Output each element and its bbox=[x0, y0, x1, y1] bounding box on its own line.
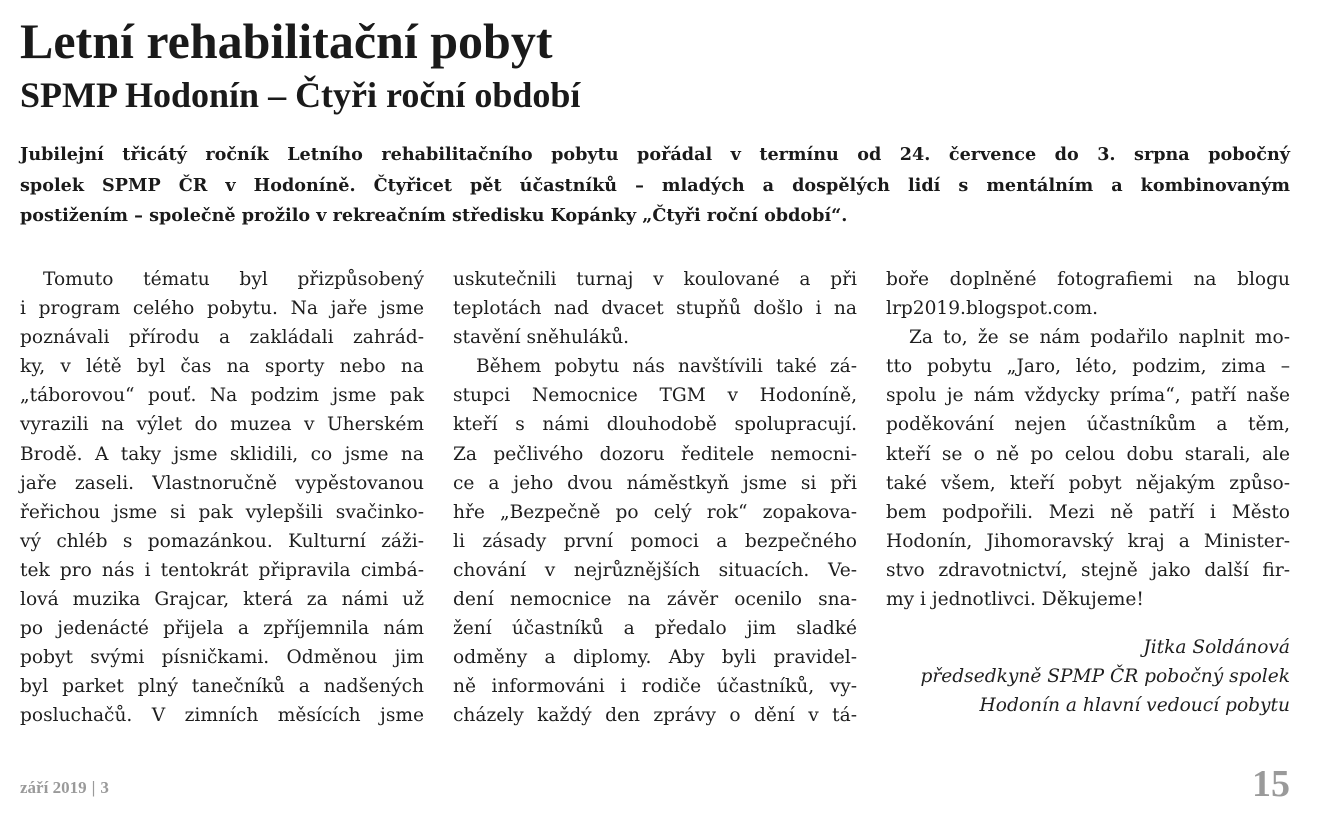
paragraph-line: spolu je nám vždycky príma“, patří naše bbox=[886, 385, 1290, 407]
paragraph-line: poznávali přírodu a zakládali zahrád- bbox=[20, 327, 424, 349]
paragraph-line: stavění sněhuláků. bbox=[453, 327, 630, 349]
issue-separator: | bbox=[91, 778, 96, 797]
paragraph-line: i program celého pobytu. Na jaře jsme bbox=[20, 298, 424, 320]
paragraph-line: vyrazili na výlet do muzea v Uherském bbox=[20, 414, 424, 436]
paragraph-line: byl parket plný tanečníků a nadšených bbox=[20, 676, 424, 698]
article-lead bbox=[20, 140, 1290, 232]
paragraph-line: odměny a diplomy. Aby byli pravidel- bbox=[453, 647, 857, 669]
paragraph-line: tek pro nás i tentokrát připravila cimbá- bbox=[20, 559, 424, 581]
blog-link: lrp2019.blogspot.com. bbox=[886, 298, 1099, 320]
author-signature bbox=[886, 633, 1290, 720]
text-column-1 bbox=[20, 265, 424, 731]
paragraph-line: Brodě. A taky jsme sklidili, co jsme na bbox=[20, 443, 424, 465]
paragraph-line: jaře zaseli. Vlastnoručně vypěstovanou bbox=[20, 472, 424, 494]
paragraph-line: ky, v létě byl čas na sporty nebo na bbox=[20, 356, 424, 378]
paragraph-line: teplotách nad dvacet stupňů došlo i na bbox=[453, 298, 857, 320]
author-role: Hodonín a hlavní vedoucí pobytu bbox=[979, 695, 1290, 717]
paragraph-line: řeřichou jsme si pak vylepšili svačinko- bbox=[20, 501, 424, 523]
paragraph-line: tto pobytu „Jaro, léto, podzim, zima – bbox=[886, 356, 1290, 378]
paragraph-line: dení nemocnice na závěr ocenilo sna- bbox=[453, 589, 857, 611]
text-column-3 bbox=[886, 265, 1290, 614]
page-number: 15 bbox=[1252, 763, 1290, 805]
lead-line: postižením – společně prožilo v rekreačním středisku Kopánky „Čtyři roční období“. bbox=[20, 205, 848, 226]
paragraph-line: kteří se o ně po celou dobu starali, ale bbox=[886, 443, 1290, 465]
paragraph-line: li zásady první pomoci a bezpečného bbox=[453, 530, 857, 552]
paragraph-line: „táborovou“ pouť. Na podzim jsme pak bbox=[20, 385, 424, 407]
paragraph-line: Hodonín, Jihomoravský kraj a Minister- bbox=[886, 530, 1290, 552]
paragraph-line: kteří s námi dlouhodobě spolupracují. bbox=[453, 414, 857, 436]
paragraph-line: ce a jeho dvou náměstkyň jsme si při bbox=[453, 472, 857, 494]
text-column-2 bbox=[453, 265, 857, 731]
paragraph-line: hře „Bezpečně po celý rok“ zopakova- bbox=[453, 501, 857, 523]
article-title: Letní rehabilitační pobyt bbox=[20, 13, 553, 69]
author-role: předsedkyně SPMP ČR pobočný spolek bbox=[920, 666, 1290, 688]
paragraph-line: bem podpořili. Mezi ně patří i Město bbox=[886, 501, 1290, 523]
paragraph-line: my i jednotlivci. Děkujeme! bbox=[886, 589, 1144, 611]
issue-info bbox=[20, 778, 109, 798]
paragraph-line: cházely každý den zprávy o dění v tá- bbox=[453, 705, 857, 727]
paragraph-line: lová muzika Grajcar, která za námi už bbox=[20, 589, 424, 611]
article-subtitle: SPMP Hodonín – Čtyři roční období bbox=[20, 75, 581, 115]
paragraph-line: stupci Nemocnice TGM v Hodoníně, bbox=[453, 385, 857, 407]
paragraph-line: poděkování nejen účastníkům a těm, bbox=[886, 414, 1290, 436]
paragraph-line: Za pečlivého dozoru ředitele nemocni- bbox=[453, 443, 857, 465]
paragraph-line: posluchačů. V zimních měsících jsme bbox=[20, 705, 424, 727]
lead-line: Jubilejní třicátý ročník Letního rehabilitačního pobytu pořádal v termínu od 24. července do 3. srpna pobočný bbox=[20, 144, 1290, 165]
paragraph-line: chování v nejrůznějších situacích. Ve- bbox=[453, 559, 857, 581]
paragraph-line: Tomuto tématu byl přizpůsobený bbox=[43, 269, 424, 290]
paragraph-line: ně informováni i rodiče účastníků, vy- bbox=[453, 676, 857, 698]
author-name: Jitka Soldánová bbox=[1143, 637, 1290, 658]
paragraph-line: pobyt svými písničkami. Odměnou jim bbox=[20, 647, 424, 669]
paragraph-line: Během pobytu nás navštívili také zá- bbox=[476, 356, 857, 378]
issue-date: září 2019 bbox=[20, 778, 87, 797]
paragraph-line: žení účastníků a předalo jim sladké bbox=[453, 618, 857, 640]
issue-number: 3 bbox=[100, 778, 109, 797]
paragraph-line: uskutečnili turnaj v koulované a při bbox=[453, 269, 857, 290]
paragraph-line: také všem, kteří pobyt nějakým způso- bbox=[886, 472, 1290, 494]
paragraph-line: boře doplněné fotografiemi na blogu bbox=[886, 269, 1290, 290]
paragraph-line: po jedenácté přijela a zpříjemnila nám bbox=[20, 618, 424, 640]
paragraph-line: vý chléb s pomazánkou. Kulturní záži- bbox=[20, 530, 424, 552]
lead-line: spolek SPMP ČR v Hodoníně. Čtyřicet pět účastníků – mladých a dospělých lidí s mentálním a kombinovaným bbox=[20, 174, 1290, 196]
paragraph-line: stvo zdravotnictví, stejně jako další fir- bbox=[886, 559, 1290, 581]
paragraph-line: Za to, že se nám podařilo naplnit mo- bbox=[909, 327, 1290, 349]
